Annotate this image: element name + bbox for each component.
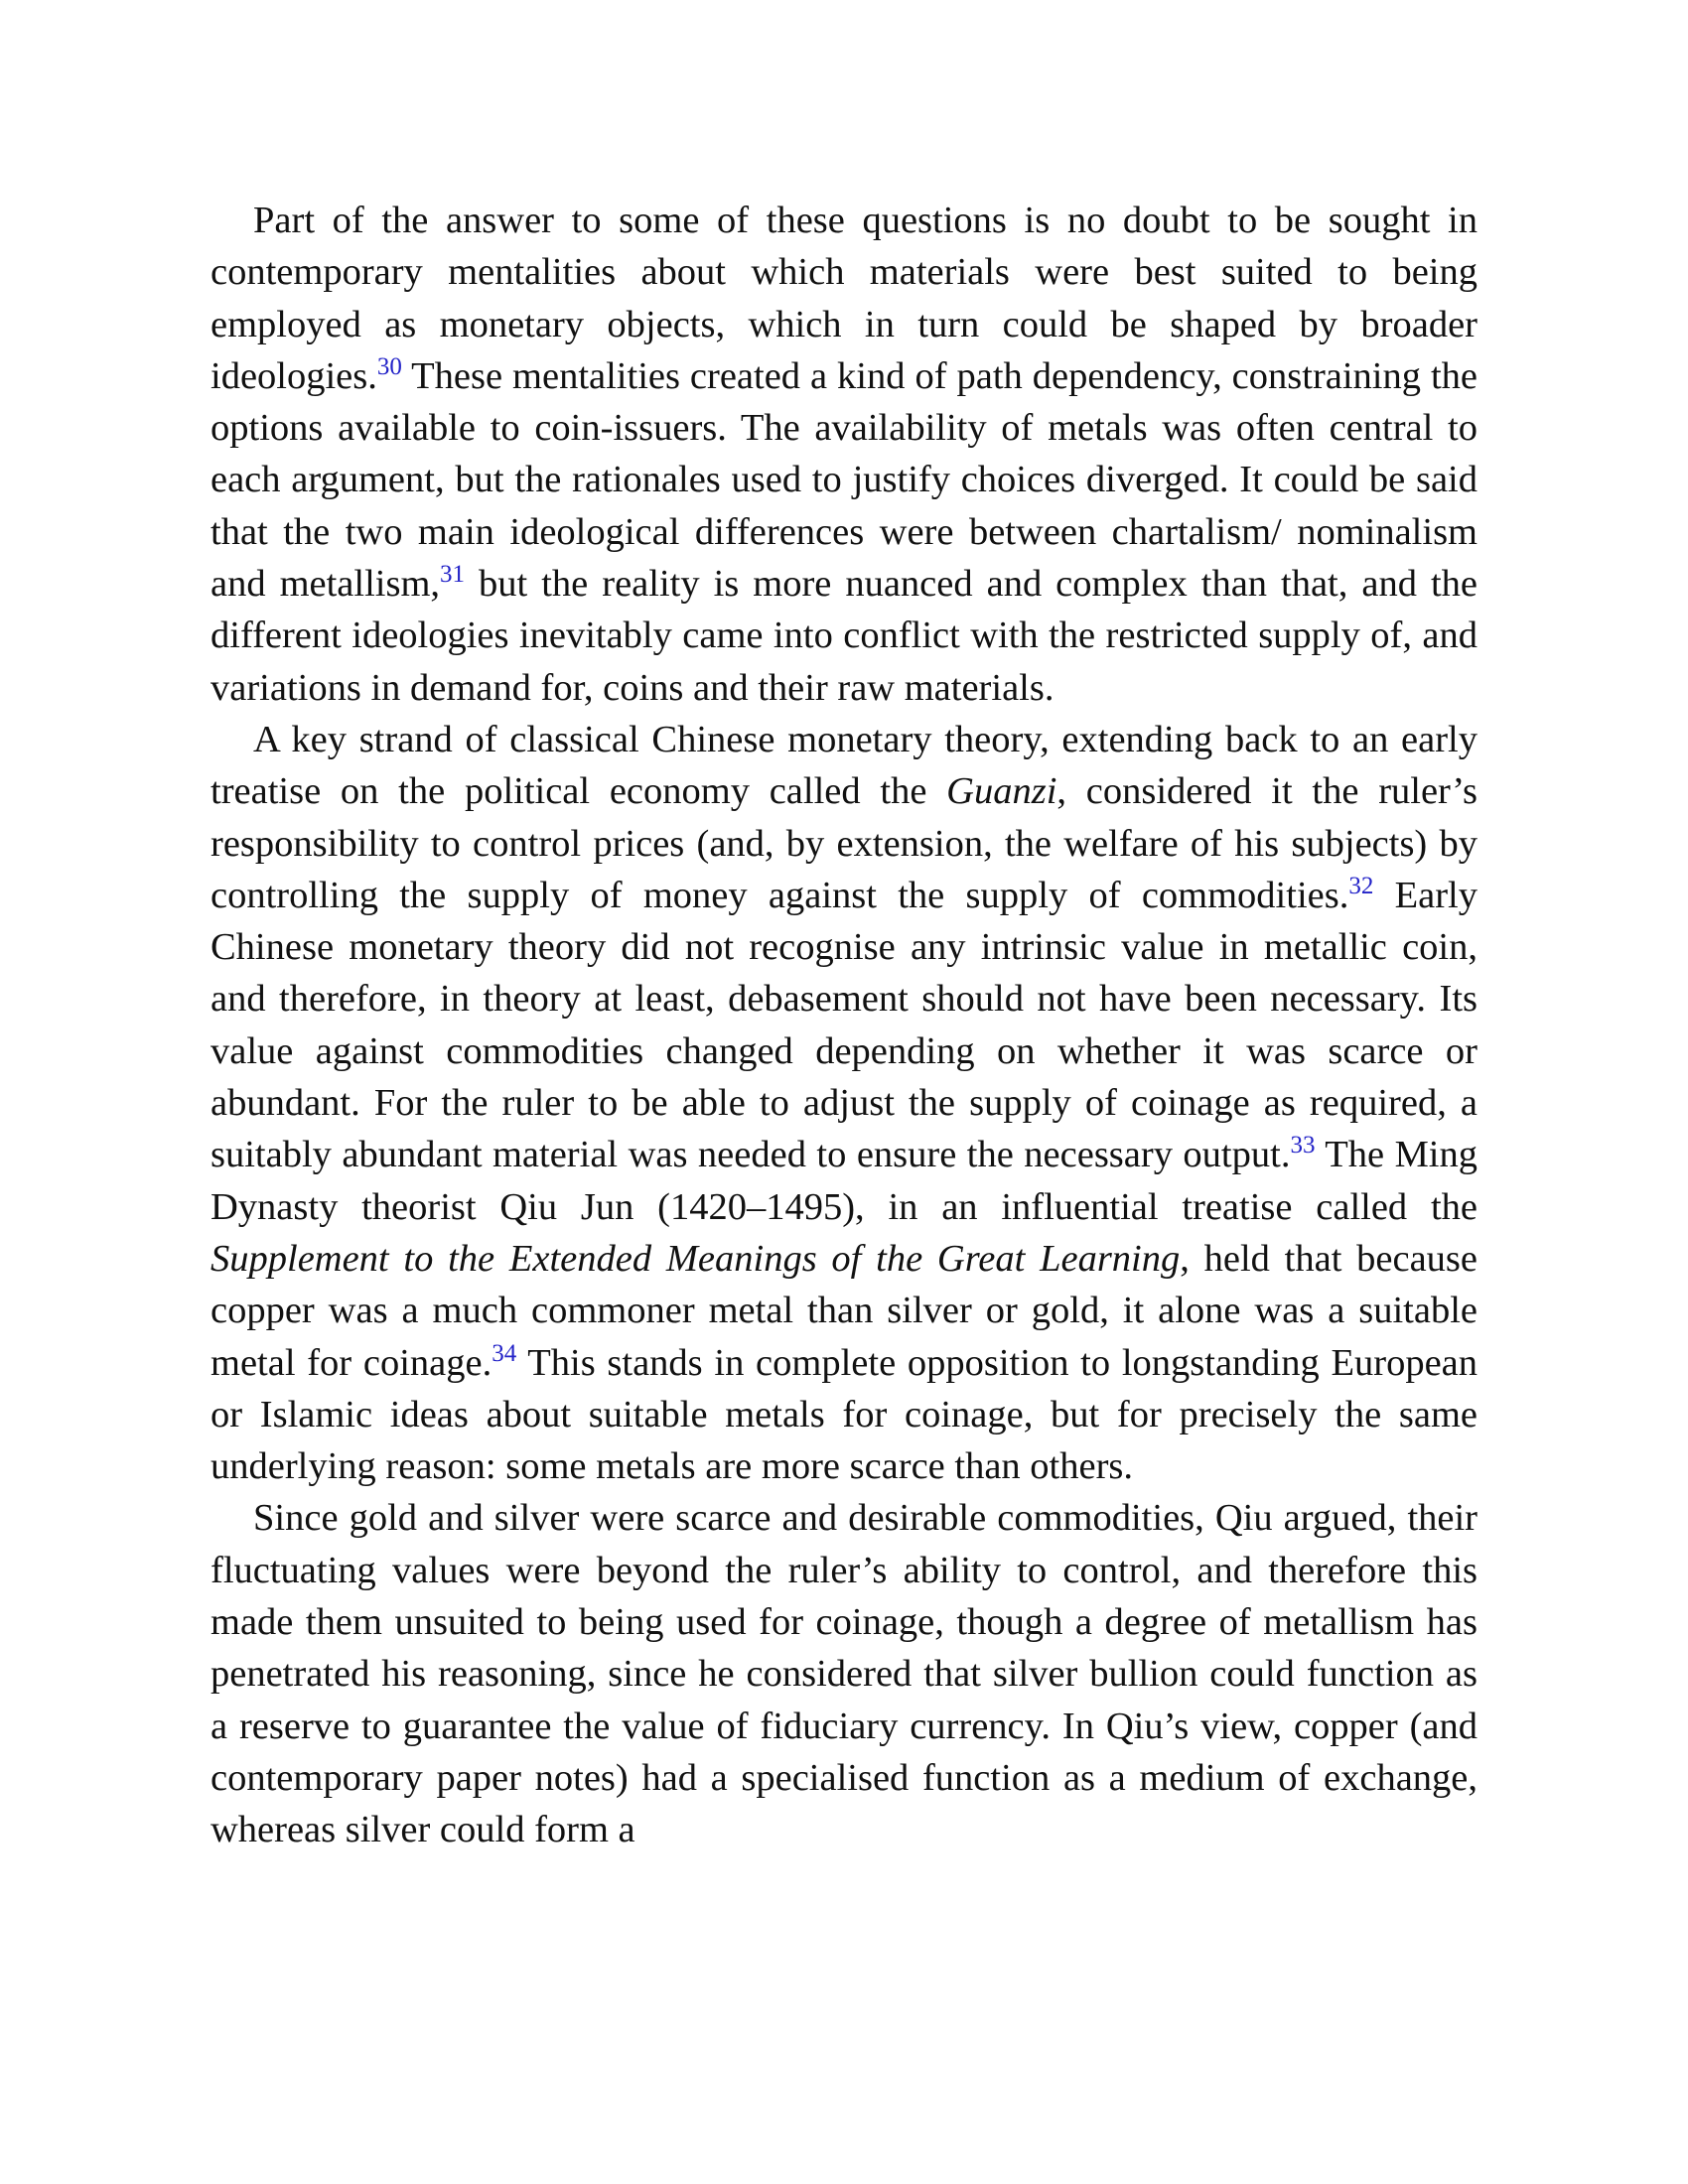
paragraph-1 xyxy=(211,195,1477,714)
document-page xyxy=(211,195,1477,1856)
text-segment: , considered it the ruler’s responsibility to control prices (and, by extension, the welfare of his subjects) by controlling the supply of money against the supply of commodities. xyxy=(211,770,1477,916)
italic-title-guanzi: Guanzi xyxy=(946,770,1057,813)
footnote-ref-33[interactable]: 33 xyxy=(1290,1132,1316,1160)
paragraph-2 xyxy=(211,714,1477,1492)
footnote-ref-34[interactable]: 34 xyxy=(492,1339,517,1367)
footnote-ref-31[interactable]: 31 xyxy=(440,561,466,589)
text-segment: , held that because copper was a much commoner metal than silver or gold, it alone was a suitable metal for coinage. xyxy=(211,1237,1477,1384)
text-segment: but the reality is more nuanced and complex than that, and the different ideologies inevitably came into conflict with the restricted supply of, and variations in demand for, coins and their raw materials. xyxy=(211,563,1477,709)
text-segment: A key strand of classical Chinese monetary theory, extending back to an early treatise on the political economy called the xyxy=(211,718,1477,813)
footnote-ref-32[interactable]: 32 xyxy=(1348,872,1374,899)
text-segment: Since gold and silver were scarce and desirable commodities, Qiu argued, their fluctuating values were beyond the ruler’s ability to control, and therefore this made them unsuited to being used for coinage, though a degree of metallism has penetrated his reasoning, since he considered that silver bullion could function as a reserve to guarantee the value of fiduciary currency. In Qiu’s view, copper (and contemporary paper notes) had a specialised function as a medium of exchange, whereas silver could form a xyxy=(211,1497,1477,1851)
text-segment: Part of the answer to some of these questions is no doubt to be sought in contemporary mentalities about which materials were best suited to being employed as monetary objects, which in turn could be shaped by broader ideologies. xyxy=(211,200,1477,397)
footnote-ref-30[interactable]: 30 xyxy=(376,352,402,380)
text-segment: Early Chinese monetary theory did not recognise any intrinsic value in metallic coin, and therefore, in theory at least, debasement should not have been necessary. Its value against commodities changed depending on whether it was scarce or abundant. For the ruler to be able to adjust the supply of coinage as required, a suitably abundant material was needed to ensure the necessary output. xyxy=(211,874,1477,1176)
text-segment: These mentalities created a kind of path dependency, constraining the options available to coin-issuers. The availability of metals was often central to each argument, but the rationales used to justify choices diverged. It could be said that the two main ideological differences were between chartalism/ nominalism and metallism, xyxy=(211,354,1477,606)
text-segment: The Ming Dynasty theorist Qiu Jun (1420–1495), in an influential treatise called the xyxy=(211,1134,1477,1228)
text-segment: This stands in complete opposition to longstanding European or Islamic ideas about suitable metals for coinage, but for precisely the same underlying reason: some metals are more scarce than others. xyxy=(211,1341,1477,1488)
italic-title-supplement: Supplement to the Extended Meanings of the Great Learning xyxy=(211,1237,1181,1280)
paragraph-3 xyxy=(211,1492,1477,1855)
